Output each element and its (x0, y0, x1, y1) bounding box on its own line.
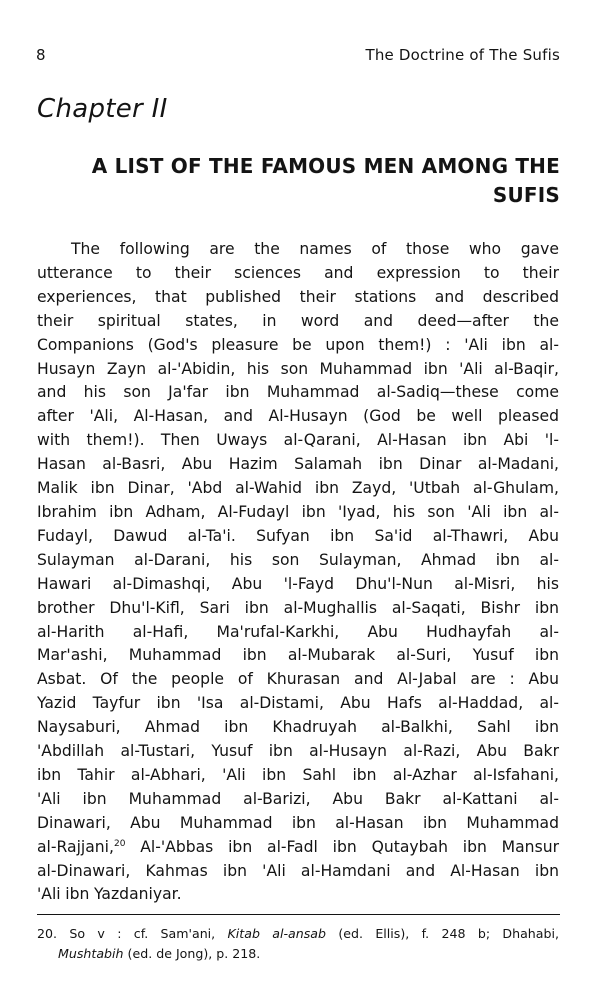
footnote-text: So v : cf. Sam'ani, (69, 926, 216, 941)
running-head: The Doctrine of The Sufis (365, 46, 560, 64)
body-line: experiences, that published their stations and described (37, 287, 559, 306)
body-line: Asbat. Of the people of Khurasan and Al-Jabal are : Abu (37, 670, 559, 689)
body-line: with them!). Then Uways al-Qarani, Al-Hasan ibn Abi 'l- (37, 431, 559, 450)
body-line: 'Abdillah al-Tustari, Yusuf ibn al-Husayn al-Razi, Abu Bakr (37, 742, 559, 761)
footnote-rule (37, 914, 560, 915)
body-line: after 'Ali, Al-Hasan, and Al-Husayn (God be well pleased (37, 407, 559, 426)
body-line: utterance to their sciences and expression to their (37, 263, 559, 282)
body-line: Naysaburi, Ahmad ibn Khadruyah al-Balkhi, Sahl ibn (37, 718, 559, 737)
chapter-label: Chapter II (37, 94, 168, 124)
body-line-segment: Al-'Abbas ibn al-Fadl ibn Qutaybah ibn Mansur (140, 837, 559, 856)
footnote-line (37, 944, 559, 964)
body-line: 'Ali ibn Yazdaniyar. (37, 885, 182, 904)
body-line: Husayn Zayn al-'Abidin, his son Muhammad ibn 'Ali al-Baqir, (37, 359, 559, 378)
chapter-title-line: A LIST OF THE FAMOUS MEN AMONG THE (91, 154, 560, 178)
body-line: Companions (God's pleasure be upon them!) : 'Ali ibn al- (37, 335, 559, 354)
chapter-title (80, 152, 560, 210)
footnote-title: Mushtabih (58, 946, 124, 961)
body-line: and his son Ja'far ibn Muhammad al-Sadiq—these come (37, 383, 559, 402)
footnote-line (37, 924, 559, 944)
body-line: Hawari al-Dimashqi, Abu 'l-Fayd Dhu'l-Nun al-Misri, his (37, 574, 559, 593)
body-line: ibn Tahir al-Abhari, 'Ali ibn Sahl ibn al-Azhar al-Isfahani, (37, 765, 559, 784)
body-line: The following are the names of those who gave (71, 240, 559, 258)
body-line: 'Ali ibn Muhammad al-Barizi, Abu Bakr al-Kattani al- (37, 789, 559, 808)
footnote-number: 20. (37, 926, 58, 941)
footnote (37, 924, 559, 964)
body-line-with-footnote (37, 836, 559, 860)
body-line: Yazid Tayfur ibn 'Isa al-Distami, Abu Hafs al-Haddad, al- (37, 694, 559, 713)
body-line: Sulayman al-Darani, his son Sulayman, Ahmad ibn al- (37, 550, 559, 569)
footnote-title: Kitab al-ansab (227, 926, 327, 941)
footnote-text: (ed. Ellis), f. 248 b; Dhahabi, (338, 926, 559, 941)
body-line: al-Harith al-Hafi, Ma'rufal-Karkhi, Abu Hudhayfah al- (37, 622, 559, 641)
body-paragraph (37, 238, 559, 907)
footnote-text: (ed. de Jong), p. 218. (127, 946, 261, 961)
footnote-reference[interactable]: 20 (113, 838, 126, 849)
body-line-segment: al-Rajjani, (37, 837, 114, 856)
body-line: Dinawari, Abu Muhammad ibn al-Hasan ibn Muhammad (37, 813, 559, 832)
body-line: Hasan al-Basri, Abu Hazim Salamah ibn Dinar al-Madani, (37, 455, 559, 474)
page-number: 8 (36, 46, 46, 64)
body-line: Fudayl, Dawud al-Ta'i. Sufyan ibn Sa'id al-Thawri, Abu (37, 526, 559, 545)
chapter-title-line: SUFIS (492, 183, 560, 207)
body-line: brother Dhu'l-Kifl, Sari ibn al-Mughallis al-Saqati, Bishr ibn (37, 598, 559, 617)
body-line: al-Dinawari, Kahmas ibn 'Ali al-Hamdani and Al-Hasan ibn (37, 861, 559, 880)
body-line: Malik ibn Dinar, 'Abd al-Wahid ibn Zayd, 'Utbah al-Ghulam, (37, 479, 559, 498)
body-line: Ibrahim ibn Adham, Al-Fudayl ibn 'Iyad, his son 'Ali ibn al- (37, 502, 559, 521)
body-line: their spiritual states, in word and deed—after the (37, 311, 559, 330)
body-line: Mar'ashi, Muhammad ibn al-Mubarak al-Suri, Yusuf ibn (37, 646, 559, 665)
